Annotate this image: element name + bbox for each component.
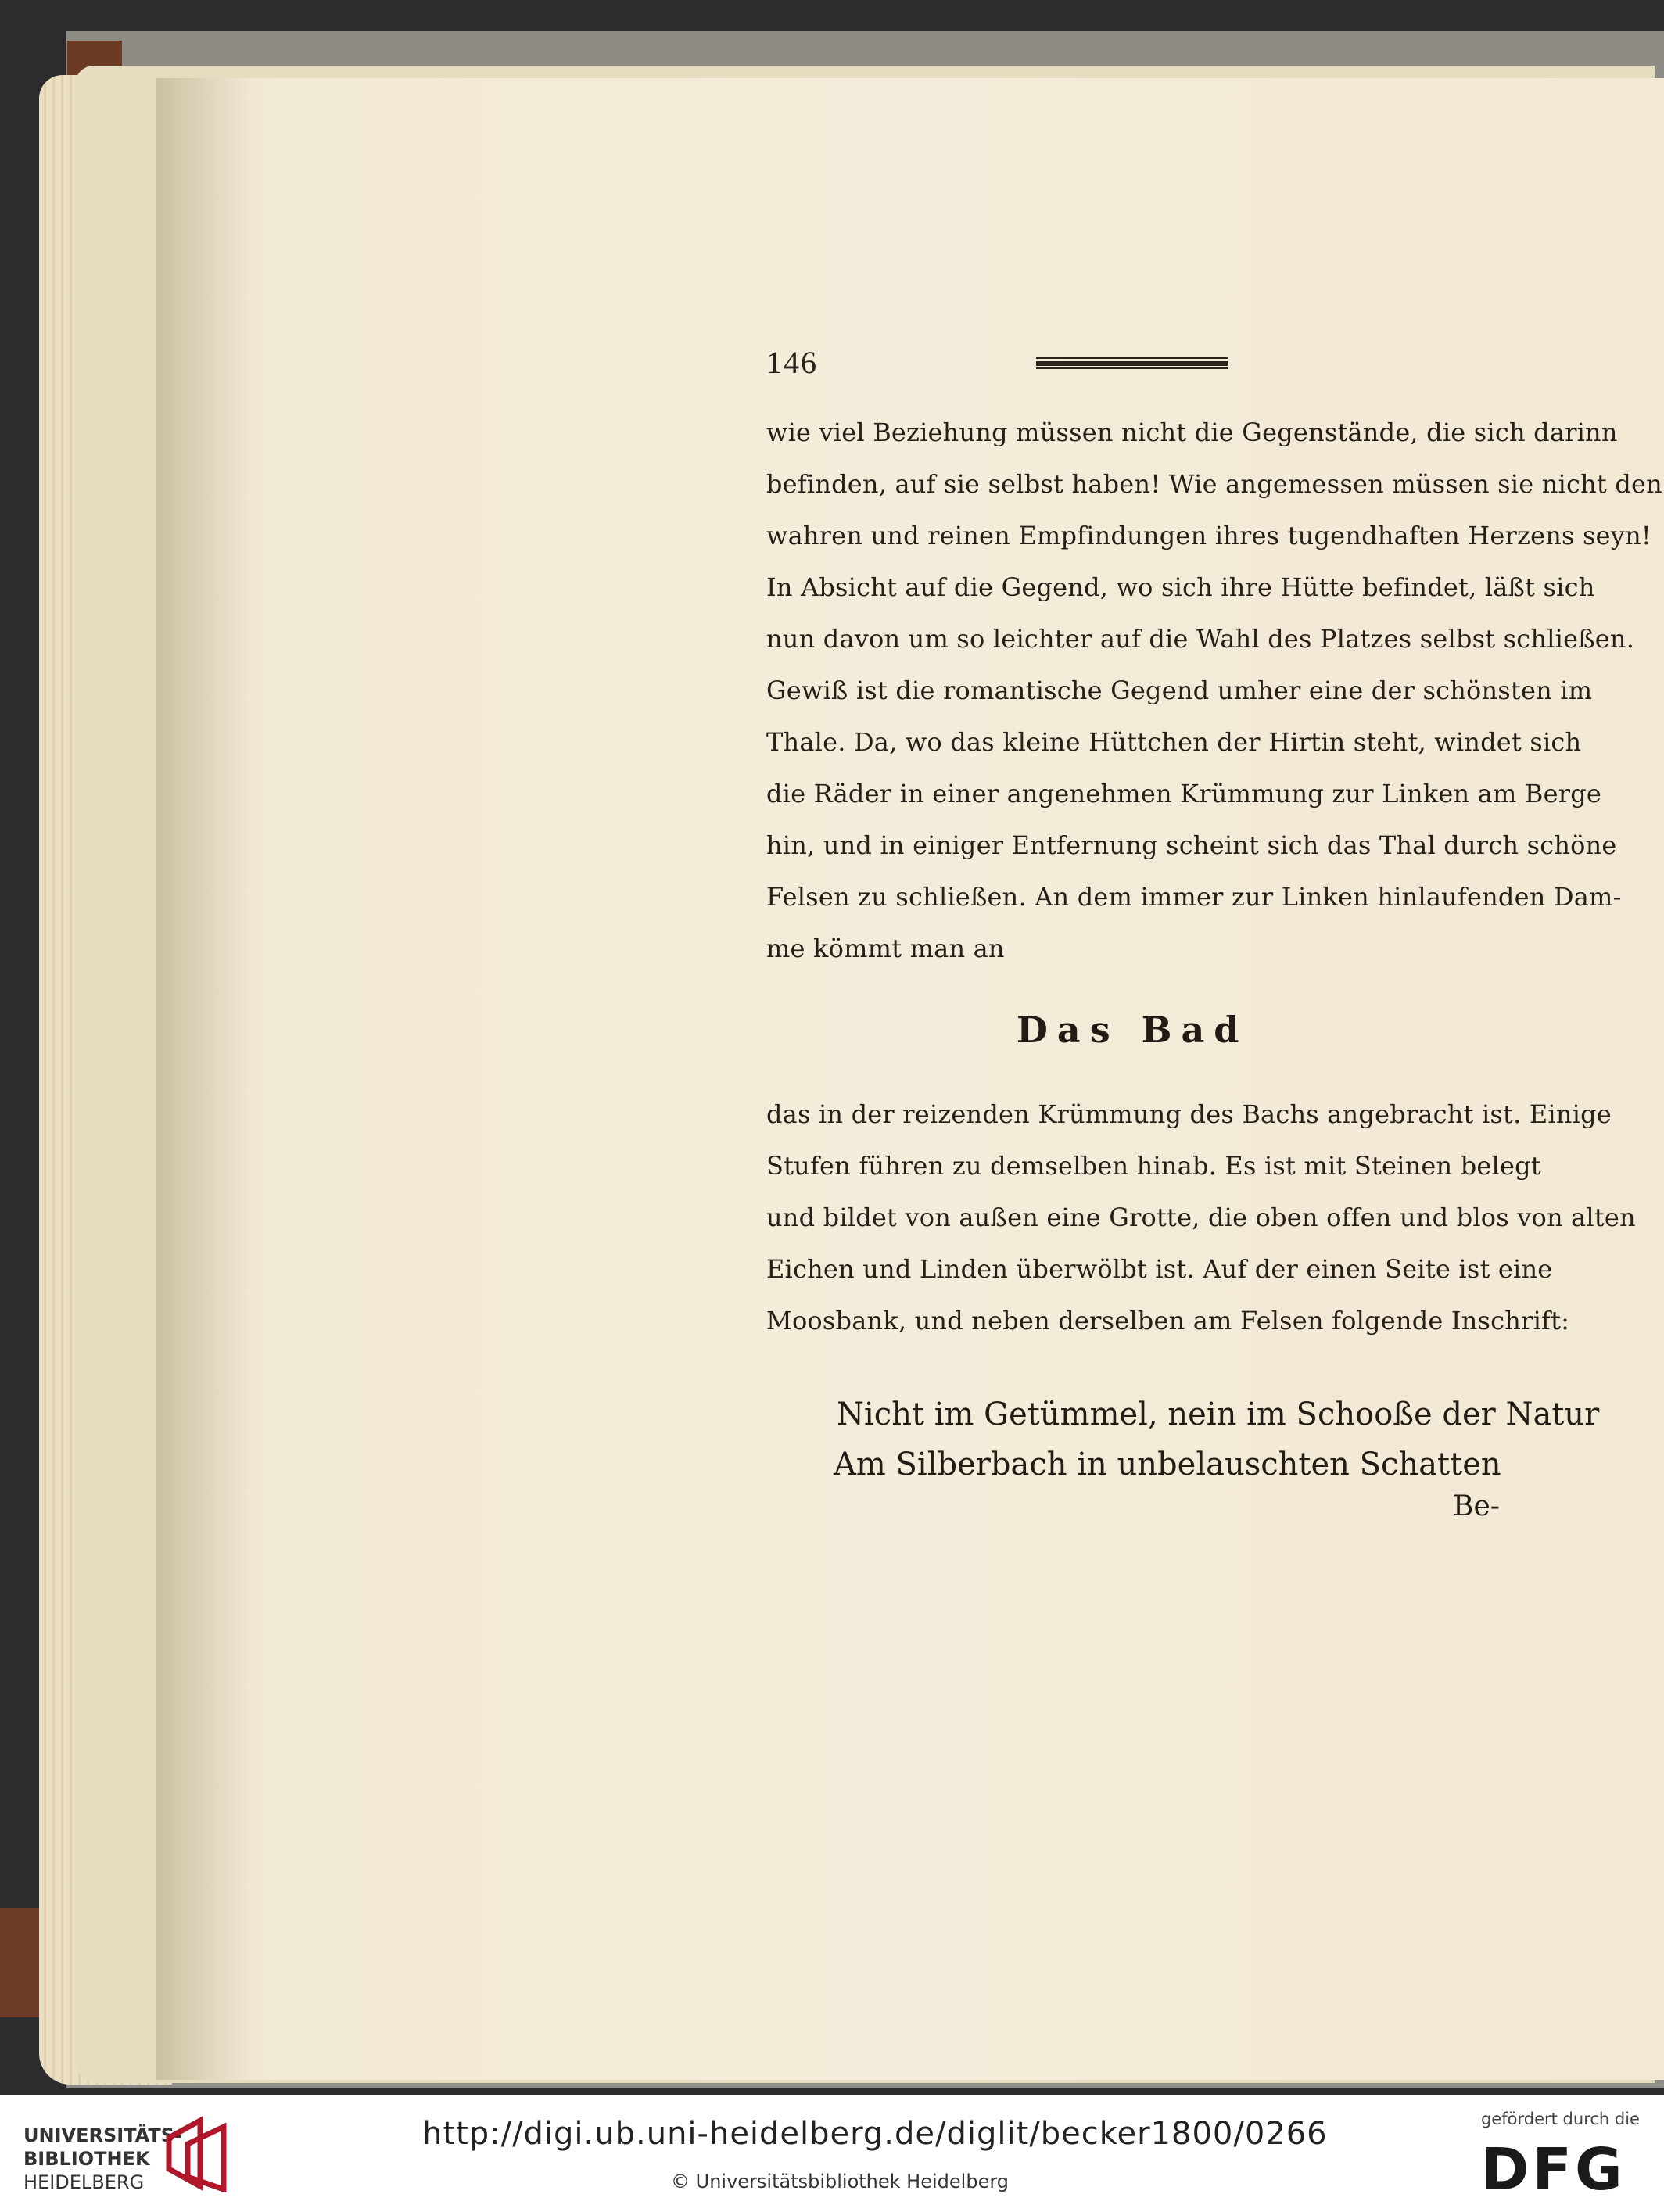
text-line: die Räder in einer angenehmen Krümmung zur Linken am Berge	[766, 779, 1602, 808]
text-line: Thale. Da, wo das kleine Hüttchen der Hirtin steht, windet sich	[766, 727, 1582, 757]
text-line: das in der reizenden Krümmung des Bachs angebracht ist. Einige	[766, 1099, 1612, 1129]
footer-bar	[0, 2095, 1664, 2212]
text-line: In Absicht auf die Gegend, wo sich ihre Hütte befindet, läßt sich	[766, 572, 1595, 602]
funded-by-text: gefördert durch die	[1481, 2110, 1640, 2128]
library-logo-text	[23, 2124, 182, 2194]
text-line: Eichen und Linden überwölbt ist. Auf der einen Seite ist eine	[766, 1254, 1553, 1284]
running-head	[766, 344, 1650, 383]
page-number: 146	[766, 345, 818, 380]
head-rule-ornament	[1036, 357, 1228, 369]
verse-line: Nicht im Getümmel, nein im Schooße der Natur	[837, 1396, 1600, 1432]
page-gutter-shadow	[156, 78, 250, 2080]
text-line: Stufen führen zu demselben hinab. Es ist mit Steinen belegt	[766, 1151, 1541, 1181]
text-line: wie viel Beziehung müssen nicht die Gegenstände, die sich darinn	[766, 418, 1618, 447]
dfg-logo: DFG	[1481, 2136, 1626, 2203]
text-line: hin, und in einiger Entfernung scheint sich das Thal durch schöne	[766, 830, 1617, 860]
catchword: Be-	[1453, 1490, 1500, 1522]
text-line: Felsen zu schließen. An dem immer zur Linken hinlaufenden Dam-	[766, 882, 1622, 912]
text-line: Moosbank, und neben derselben am Felsen folgende Inschrift:	[766, 1306, 1570, 1335]
logo-line: HEIDELBERG	[23, 2171, 145, 2193]
library-logo-icon	[161, 2114, 235, 2192]
text-line: wahren und reinen Empfindungen ihres tugendhaften Herzens seyn!	[766, 521, 1651, 550]
logo-line: BIBLIOTHEK	[23, 2148, 150, 2170]
copyright-text: © Universitätsbibliothek Heidelberg	[671, 2171, 1010, 2192]
verse-line: Am Silberbach in unbelauschten Schatten	[834, 1447, 1501, 1482]
text-line: me kömmt man an	[766, 934, 1005, 963]
text-line: nun davon um so leichter auf die Wahl des Platzes selbst schließen.	[766, 624, 1635, 654]
section-heading: Das Bad	[1017, 1009, 1249, 1051]
text-line: und bildet von außen eine Grotte, die oben offen und blos von alten	[766, 1203, 1636, 1232]
text-line: Gewiß ist die romantische Gegend umher eine der schönsten im	[766, 676, 1593, 705]
text-line: befinden, auf sie selbst haben! Wie angemessen müssen sie nicht den	[766, 469, 1662, 499]
permalink-url[interactable]: http://digi.ub.uni-heidelberg.de/diglit/becker1800/0266	[422, 2116, 1328, 2152]
logo-line: UNIVERSITÄTS-	[23, 2124, 183, 2146]
